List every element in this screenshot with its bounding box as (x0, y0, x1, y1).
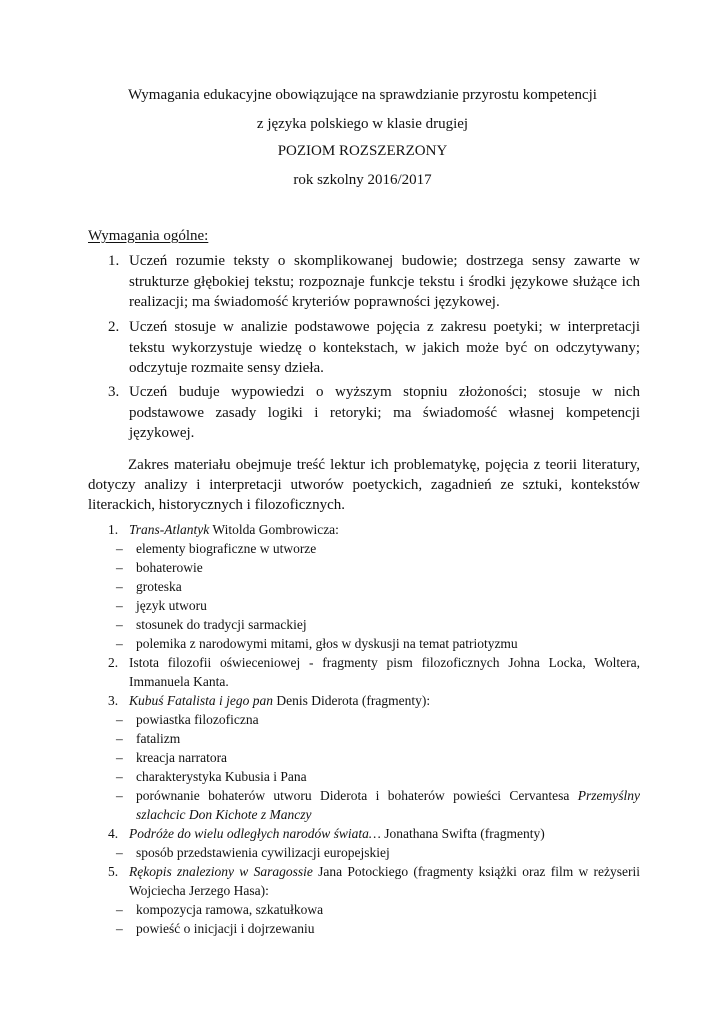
reading-item (88, 691, 640, 710)
reading-title: Kubuś Fatalista i jego pan (129, 693, 274, 708)
reading-subitem: – powiastka filozoficzna (116, 712, 259, 727)
reading-subitem: – bohaterowie (116, 560, 203, 575)
general-item (88, 382, 640, 444)
reading-number: 3. (108, 693, 119, 708)
reading-subitem (88, 786, 640, 824)
general-item-number: 1. (108, 253, 120, 269)
general-item (88, 317, 640, 379)
general-item (88, 251, 640, 313)
reading-number: 2. (108, 655, 119, 670)
dash-bullet: – (116, 845, 123, 860)
reading-number: 5. (108, 864, 119, 879)
dash-bullet: – (116, 541, 123, 556)
reading-number: 1. (108, 522, 119, 537)
reading-subitem: – powieść o inicjacji i dojrzewaniu (116, 921, 315, 936)
reading-subitem: – polemika z narodowymi mitami, głos w dyskusji na temat patriotyzmu (116, 636, 518, 651)
reading-subitem: – fatalizm (116, 731, 181, 746)
scope-paragraph: Zakres materiału obejmuje treść lektur ich problematykę, pojęcia z teorii literatury, dotyczy analizy i interpretacji utworów poetyckich, zagadnień ze sztuki, kontekstów literackich, historycznych i filozoficznych. (88, 457, 640, 513)
doc-title-line1: Wymagania edukacyjne obowiązujące na sprawdzianie przyrostu kompetencji (128, 87, 597, 103)
doc-level: POZIOM ROZSZERZONY (277, 143, 448, 159)
reading-subitem: – stosunek do tradycji sarmackiej (116, 617, 307, 632)
reading-heading (129, 824, 640, 843)
reading-item (88, 862, 640, 900)
reading-subitem: – kompozycja ramowa, szkatułkowa (116, 902, 324, 917)
dash-bullet: – (116, 598, 123, 613)
reading-title: Trans-Atlantyk (129, 522, 210, 537)
dash-bullet: – (116, 731, 123, 746)
dash-bullet: – (116, 636, 123, 651)
reading-item (88, 653, 640, 691)
reading-heading (129, 520, 640, 539)
reading-subitem: – język utworu (116, 598, 207, 613)
reading-author: Jana Potockiego (fragmenty książki oraz film w reżyserii Wojciecha Jerzego Hasa): (129, 864, 640, 898)
reading-item (88, 824, 640, 843)
reading-number: 4. (108, 826, 119, 841)
reading-title: Rękopis znaleziony w Saragossie (129, 864, 313, 879)
doc-school-year: rok szkolny 2016/2017 (293, 172, 432, 188)
reading-subitem: – sposób przedstawienia cywilizacji europejskiej (116, 845, 390, 860)
dash-bullet: – (116, 617, 123, 632)
dash-bullet: – (116, 560, 123, 575)
reading-author: Jonathana Swifta (fragmenty) (380, 826, 545, 841)
compare-title: Przemyślny szlachcic Don Kichote z Manczy (136, 788, 640, 822)
general-item-text: Uczeń buduje wypowiedzi o wyższym stopniu złożoności; stosuje w nich podstawowe zasady logiki i retoryki; ma świadomość własnej kompetencji językowej. (129, 384, 640, 441)
reading-subitem: – elementy biograficzne w utworze (116, 541, 317, 556)
readings-list (88, 520, 640, 938)
reading-heading (129, 691, 640, 710)
dash-bullet: – (116, 579, 123, 594)
doc-title-line2: z języka polskiego w klasie drugiej (256, 116, 469, 132)
reading-heading: Istota filozofii oświeceniowej - fragmenty pism filozoficznych Johna Locka, Woltera, Immanuela Kanta. (129, 655, 640, 689)
reading-subitem: – charakterystyka Kubusia i Pana (116, 769, 307, 784)
reading-subitem: – kreacja narratora (116, 750, 228, 765)
dash-bullet: – (116, 712, 123, 727)
dash-bullet: – (116, 921, 123, 936)
general-requirements-title: Wymagania ogólne: (88, 228, 209, 244)
reading-author: Denis Diderota (fragmenty): (273, 693, 431, 708)
general-item-number: 2. (108, 319, 120, 335)
general-item-number: 3. (108, 384, 120, 400)
dash-bullet: – (116, 750, 123, 765)
reading-heading (129, 862, 640, 900)
dash-bullet: – (116, 902, 123, 917)
dash-bullet: – (116, 788, 123, 803)
general-item-text: Uczeń stosuje w analizie podstawowe pojęcia z zakresu poetyki; w interpretacji tekstu wykorzystuje wiedzę o kontekstach, w jakich może być on odczytywany; odczytuje rozmaite sensy dzieła. (129, 319, 640, 376)
reading-subitem: – groteska (116, 579, 182, 594)
reading-item (88, 520, 640, 539)
reading-title: Podróże do wielu odległych narodów świata… (129, 826, 381, 841)
general-item-text: Uczeń rozumie teksty o skomplikowanej budowie; dostrzega sensy zawarte w strukturze głębokiej tekstu; rozpoznaje funkcje tekstu i środki językowe służące ich realizacji; ma świadomość kryteriów poprawności językowej. (129, 253, 640, 310)
reading-author: Witolda Gombrowicza: (209, 522, 339, 537)
compare-text: porównanie bohaterów utworu Diderota i bohaterów powieści Cervantesa (136, 788, 578, 803)
dash-bullet: – (116, 769, 123, 784)
